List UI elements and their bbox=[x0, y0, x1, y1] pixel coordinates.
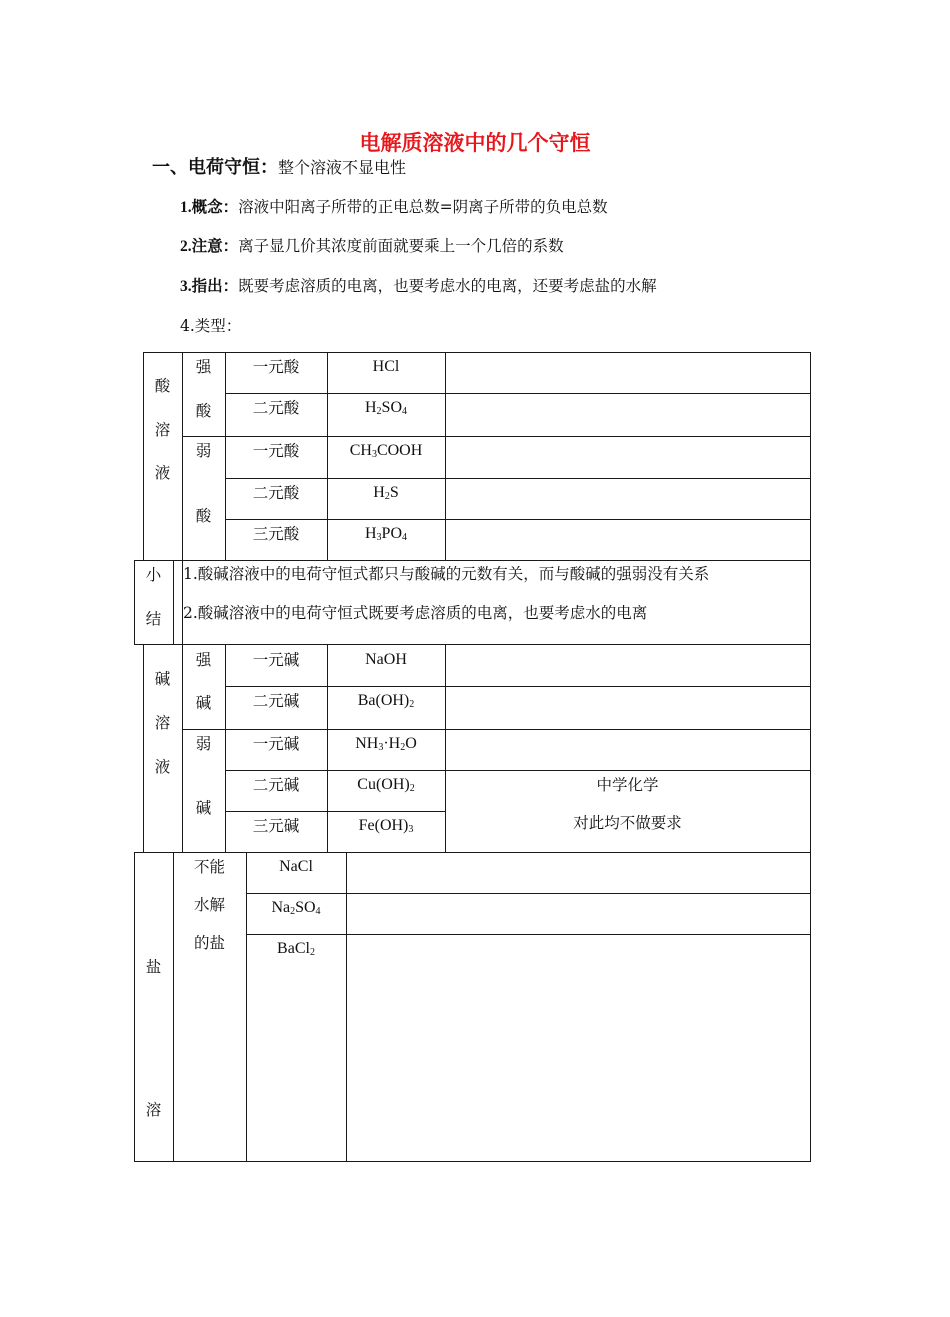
acid-type: 一元酸 bbox=[252, 442, 300, 460]
salt-group-line: 的盐 bbox=[193, 934, 225, 952]
acid-formula: $H_2S$ bbox=[373, 484, 399, 502]
base-formula: $Cu(OH)_2$ bbox=[357, 776, 415, 794]
base-formula: $Fe(OH)_3$ bbox=[358, 817, 414, 835]
point-concept bbox=[180, 196, 608, 219]
base-category-char: 碱 bbox=[154, 670, 171, 688]
acid-type: 一元酸 bbox=[252, 358, 300, 376]
weak-base-char: 碱 bbox=[195, 799, 212, 817]
point-text: 离子显几价其浓度前面就要乘上一个几倍的系数 bbox=[238, 237, 564, 255]
weak-base-char: 弱 bbox=[195, 735, 212, 753]
point-text: 溶液中阳离子所带的正电总数=阴离子所带的负电总数 bbox=[238, 198, 608, 216]
salt-formula: NaCl bbox=[279, 858, 313, 875]
summary-line: 2.酸碱溶液中的电荷守恒式既要考虑溶质的电离，也要考虑水的电离 bbox=[183, 604, 648, 622]
salt-group-line: 水解 bbox=[193, 896, 225, 914]
point-text: 既要考虑溶质的电离，也要考虑水的电离，还要考虑盐的水解 bbox=[238, 277, 657, 295]
point-text: 4.类型： bbox=[180, 317, 242, 335]
section-charge-conservation bbox=[152, 157, 406, 179]
salt-formula: BaCl$_2$ bbox=[277, 940, 315, 958]
acid-formula: $H_3PO_4$ bbox=[364, 525, 407, 543]
salt-category-char: 盐 bbox=[145, 958, 162, 976]
weak-acid-char: 弱 bbox=[195, 442, 212, 460]
acid-type: 三元酸 bbox=[252, 525, 300, 543]
base-formula: $Ba(OH)_2$ bbox=[357, 692, 415, 710]
strong-acid-char: 酸 bbox=[195, 402, 212, 420]
acid-category-char: 溶 bbox=[154, 421, 171, 439]
acid-category-char: 酸 bbox=[154, 377, 171, 395]
base-category-char: 溶 bbox=[154, 714, 171, 732]
strong-base-char: 强 bbox=[195, 651, 212, 669]
section-heading: 一、电荷守恒： bbox=[152, 157, 278, 178]
salt-formula: $Na_2SO_4$ bbox=[271, 899, 321, 917]
summary-label-char: 小 bbox=[145, 566, 162, 584]
point-note bbox=[180, 235, 564, 258]
section-desc: 整个溶液不显电性 bbox=[278, 158, 407, 177]
acid-formula: HCl bbox=[372, 358, 400, 375]
acid-category-char: 液 bbox=[154, 464, 171, 482]
point-types bbox=[180, 315, 241, 337]
salt-category-char: 溶 bbox=[145, 1101, 162, 1119]
base-type: 三元碱 bbox=[252, 817, 300, 835]
strong-base-char: 碱 bbox=[195, 694, 212, 712]
acid-type: 二元酸 bbox=[252, 484, 300, 502]
strong-acid-char: 强 bbox=[195, 358, 212, 376]
base-type: 一元碱 bbox=[252, 651, 300, 669]
base-formula: $NH_3\cdot H_2O$ bbox=[355, 735, 417, 753]
point-label: 1.概念： bbox=[180, 199, 239, 216]
weak-acid-char: 酸 bbox=[195, 507, 212, 525]
summary-label-char: 结 bbox=[145, 610, 162, 628]
acid-type: 二元酸 bbox=[252, 399, 300, 417]
summary-line: 1.酸碱溶液中的电荷守恒式都只与酸碱的元数有关，而与酸碱的强弱没有关系 bbox=[183, 565, 710, 583]
base-note-line: 中学化学 bbox=[596, 776, 659, 794]
page-title: 电解质溶液中的几个守恒 bbox=[359, 131, 591, 155]
base-type: 二元碱 bbox=[252, 692, 300, 710]
point-label: 2.注意： bbox=[180, 238, 239, 255]
acid-formula: $CH_3COOH$ bbox=[349, 442, 423, 460]
base-type: 一元碱 bbox=[252, 735, 300, 753]
point-label: 3.指出： bbox=[180, 278, 239, 295]
base-type: 二元碱 bbox=[252, 776, 300, 794]
base-formula: NaOH bbox=[365, 651, 407, 668]
base-category-char: 液 bbox=[154, 758, 171, 776]
acid-formula: $H_2SO_4$ bbox=[364, 399, 407, 417]
base-note-line: 对此均不做要求 bbox=[573, 814, 682, 832]
point-indicate bbox=[180, 275, 657, 298]
salt-group-line: 不能 bbox=[193, 858, 225, 876]
